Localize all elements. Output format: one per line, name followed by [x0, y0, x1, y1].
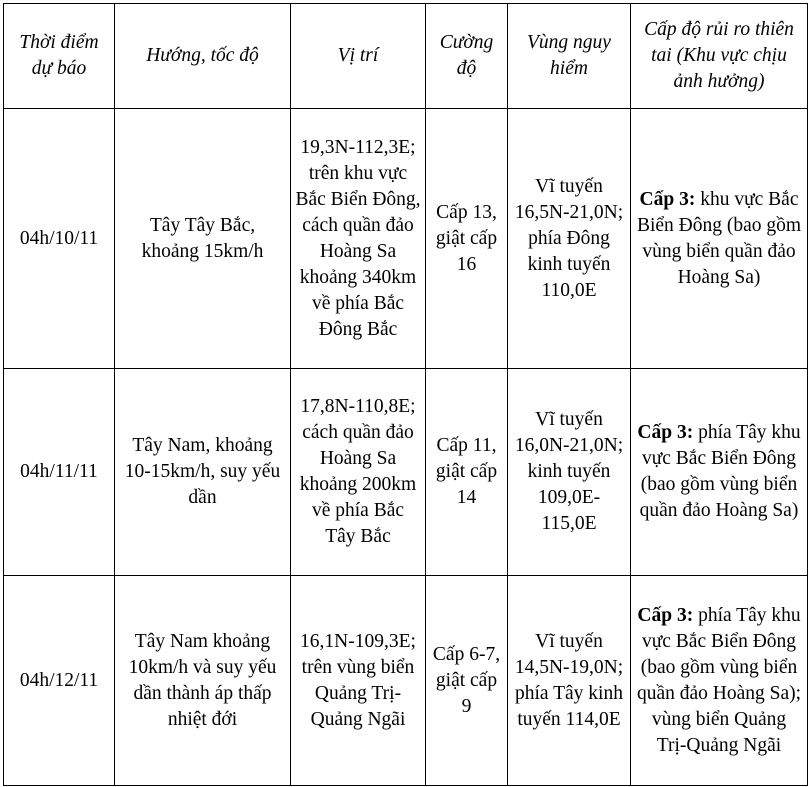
- table-row: [4, 576, 808, 786]
- header-danger: Vùng nguy hiểm: [508, 4, 631, 109]
- cell-direction: Tây Tây Bắc, khoảng 15km/h: [115, 109, 291, 369]
- cell-position: 16,1N-109,3E; trên vùng biển Quảng Trị-Quảng Ngãi: [291, 576, 426, 786]
- header-direction: Hướng, tốc độ: [115, 4, 291, 109]
- header-intensity: Cường độ: [426, 4, 508, 109]
- cell-position: 17,8N-110,8E; cách quần đảo Hoàng Sa khoảng 200km về phía Bắc Tây Bắc: [291, 369, 426, 576]
- cell-intensity: Cấp 13, giật cấp 16: [426, 109, 508, 369]
- header-position: Vị trí: [291, 4, 426, 109]
- forecast-table: [3, 3, 808, 786]
- cell-risk: [631, 109, 808, 369]
- table-row: [4, 109, 808, 369]
- cell-intensity: Cấp 11, giật cấp 14: [426, 369, 508, 576]
- cell-direction: Tây Nam khoảng 10km/h và suy yếu dần thành áp thấp nhiệt đới: [115, 576, 291, 786]
- risk-level: Cấp 3:: [639, 188, 696, 210]
- cell-time: 04h/11/11: [4, 369, 115, 576]
- risk-level: Cấp 3:: [637, 422, 694, 443]
- cell-risk: [631, 369, 808, 576]
- table-row: [4, 369, 808, 576]
- cell-time: 04h/12/11: [4, 576, 115, 786]
- cell-direction: Tây Nam, khoảng 10-15km/h, suy yếu dần: [115, 369, 291, 576]
- risk-level: Cấp 3:: [637, 604, 694, 626]
- cell-risk: [631, 576, 808, 786]
- cell-position: 19,3N-112,3E; trên khu vực Bắc Biển Đông, cách quần đảo Hoàng Sa khoảng 340km về phía Bắc Đông Bắc: [291, 109, 426, 369]
- risk-area: khu vực Bắc Biển Đông (bao gồm vùng biển quần đảo Hoàng Sa): [636, 188, 802, 288]
- header-row: [4, 4, 808, 109]
- cell-danger: Vĩ tuyến 16,0N-21,0N; kinh tuyến 109,0E-115,0E: [508, 369, 631, 576]
- header-risk: Cấp độ rủi ro thiên tai (Khu vực chịu ảnh hưởng): [631, 4, 808, 109]
- risk-area: phía Tây khu vực Bắc Biển Đông (bao gồm vùng biển quần đảo Hoàng Sa): [639, 422, 801, 521]
- cell-intensity: Cấp 6-7, giật cấp 9: [426, 576, 508, 786]
- cell-time: 04h/10/11: [4, 109, 115, 369]
- risk-area: phía Tây khu vực Bắc Biển Đông (bao gồm vùng biển quần đảo Hoàng Sa); vùng biển Quảng Trị-Quảng Ngãi: [636, 604, 802, 756]
- cell-danger: Vĩ tuyến 14,5N-19,0N; phía Tây kinh tuyến 114,0E: [508, 576, 631, 786]
- cell-danger: Vĩ tuyến 16,5N-21,0N; phía Đông kinh tuyến 110,0E: [508, 109, 631, 369]
- header-time: Thời điểm dự báo: [4, 4, 115, 109]
